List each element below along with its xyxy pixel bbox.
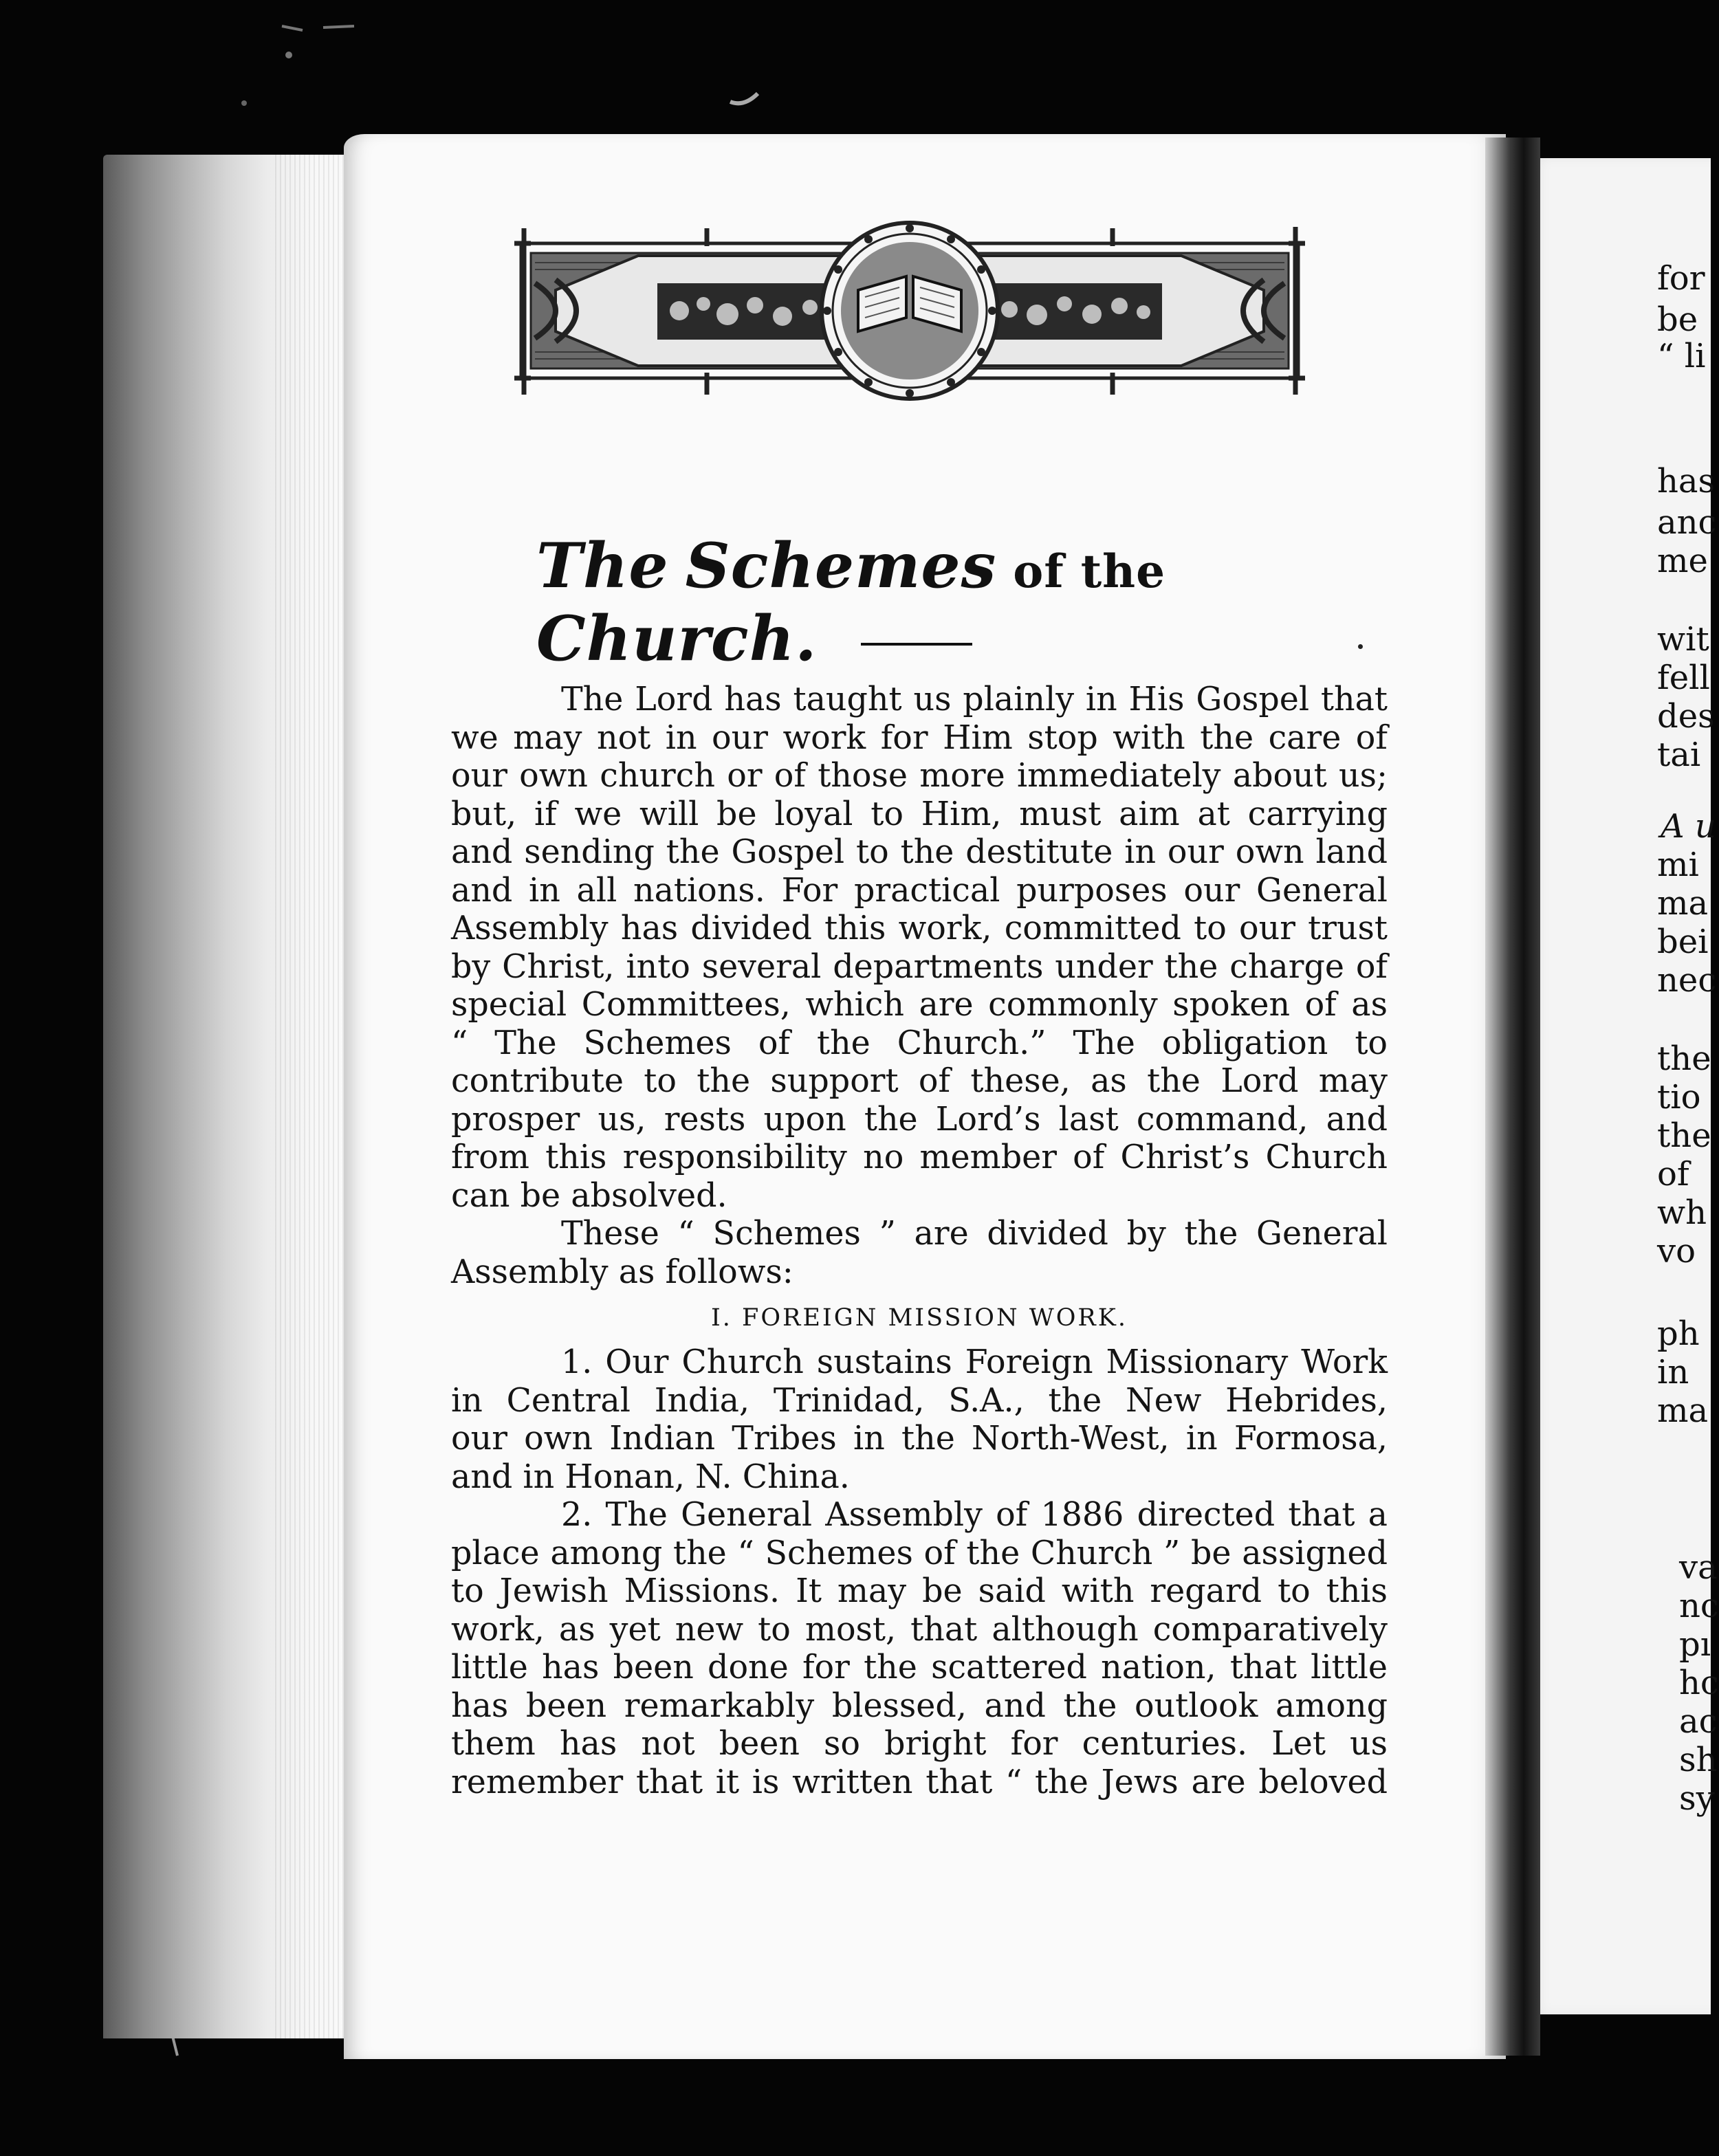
text-line: The Lord has taught us plainly in His Gospel that (561, 681, 1388, 718)
right-page-line: the (1657, 1040, 1711, 1078)
right-page-line: has (1657, 462, 1716, 500)
right-page-line: des (1657, 697, 1715, 736)
text-line: to Jewish Missions. It may be said with regard to this (451, 1572, 1388, 1610)
text-line: 1. Our Church sustains Foreign Missionary Work (561, 1343, 1388, 1381)
text-line: in Central India, Trinidad, S.A., the New Hebrides, (451, 1381, 1388, 1420)
right-page-line: sh (1679, 1741, 1718, 1779)
text-line: them has not been so bright for centuries. Let us (451, 1725, 1388, 1763)
section-heading: I. FOREIGN MISSION WORK. (710, 1304, 1128, 1332)
right-page-line: hc (1679, 1664, 1719, 1702)
text-line: little has been done for the scattered nation, that little (451, 1649, 1388, 1686)
book-gutter (1485, 138, 1540, 2056)
text-line: by Christ, into several departments under the charge of (451, 947, 1388, 986)
right-page (1520, 158, 1719, 2014)
body-text (451, 681, 1388, 1801)
right-page-line: va (1679, 1548, 1718, 1587)
header-ornament (514, 214, 1305, 407)
text-line: has been remarkably blessed, and the outlook among (451, 1686, 1388, 1725)
right-page-line: for (1657, 259, 1705, 298)
right-page-line: in (1657, 1353, 1689, 1392)
right-page-line: A u (1661, 807, 1716, 846)
right-page-line: be (1657, 300, 1698, 339)
item-1 (451, 1343, 1388, 1496)
right-page-line: bei (1657, 923, 1709, 961)
paragraph-1 (451, 681, 1388, 1215)
text-line: Assembly as follows: (451, 1253, 793, 1291)
text-line: but, if we will be loyal to Him, must aim at carrying (451, 795, 1388, 833)
item-2 (451, 1496, 1388, 1801)
text-line: from this responsibility no member of Christ’s Church (451, 1138, 1388, 1176)
text-line: contribute to the support of these, as the Lord may (451, 1062, 1388, 1100)
text-line: can be absolved. (451, 1176, 727, 1215)
text-line: These “ Schemes ” are divided by the General (561, 1215, 1388, 1253)
right-page-line: vo (1657, 1232, 1696, 1270)
right-page-line: tai (1657, 736, 1701, 774)
right-page-line: the (1657, 1116, 1711, 1155)
page-title (536, 529, 1293, 675)
right-page-line: wit (1657, 620, 1709, 659)
right-page-line: of (1657, 1155, 1689, 1194)
text-line: prosper us, rests upon the Lord’s last command, and (451, 1100, 1388, 1138)
text-line: and sending the Gospel to the destitute in our own land (451, 833, 1388, 871)
right-page-line: sy (1679, 1779, 1715, 1818)
book-page-edges (103, 155, 364, 2038)
right-page-line: mi (1657, 846, 1699, 884)
text-line: “ The Schemes of the Church.” The obligation to (451, 1024, 1388, 1062)
text-line: Assembly has divided this work, committed to our trust (451, 910, 1388, 947)
right-page-line: “ li (1657, 337, 1706, 375)
title-rule (861, 643, 972, 646)
right-page-line: ph (1657, 1314, 1700, 1353)
title-word: The (536, 529, 669, 602)
text-line: and in Honan, N. China. (451, 1458, 850, 1496)
right-page-line: pı (1679, 1625, 1711, 1664)
ink-dot (1358, 644, 1363, 649)
right-page-line: anc (1657, 503, 1717, 542)
title-word: Schemes (685, 529, 997, 602)
right-page-line: wh (1657, 1194, 1707, 1232)
right-page-line: ma (1657, 1392, 1709, 1430)
text-line: special Committees, which are commonly spoken of as (451, 986, 1388, 1024)
paragraph-2 (451, 1215, 1388, 1291)
right-page-line: nec (1657, 961, 1717, 1000)
text-line: and in all nations. For practical purposes our General (451, 871, 1388, 910)
text-line: remember that it is written that “ the Jews are beloved (451, 1763, 1388, 1801)
text-line: 2. The General Assembly of 1886 directed that a (561, 1496, 1388, 1534)
right-page-line: fell (1657, 659, 1710, 697)
text-line: our own Indian Tribes in the North-West, in Formosa, (451, 1420, 1388, 1458)
text-line: we may not in our work for Him stop with the care of (451, 718, 1388, 757)
right-page-line: tio (1657, 1078, 1701, 1116)
right-page-line: ac (1679, 1702, 1718, 1741)
right-page-line: nc (1679, 1587, 1719, 1625)
title-word: of the (1013, 544, 1166, 598)
text-line: work, as yet new to most, that although comparatively (451, 1610, 1388, 1649)
title-word: Church. (536, 602, 818, 675)
right-page-line: me (1657, 542, 1708, 580)
right-page-line: ma (1657, 884, 1709, 923)
text-line: place among the “ Schemes of the Church ” be assigned (451, 1534, 1388, 1572)
text-line: our own church or of those more immediately about us; (451, 757, 1388, 795)
